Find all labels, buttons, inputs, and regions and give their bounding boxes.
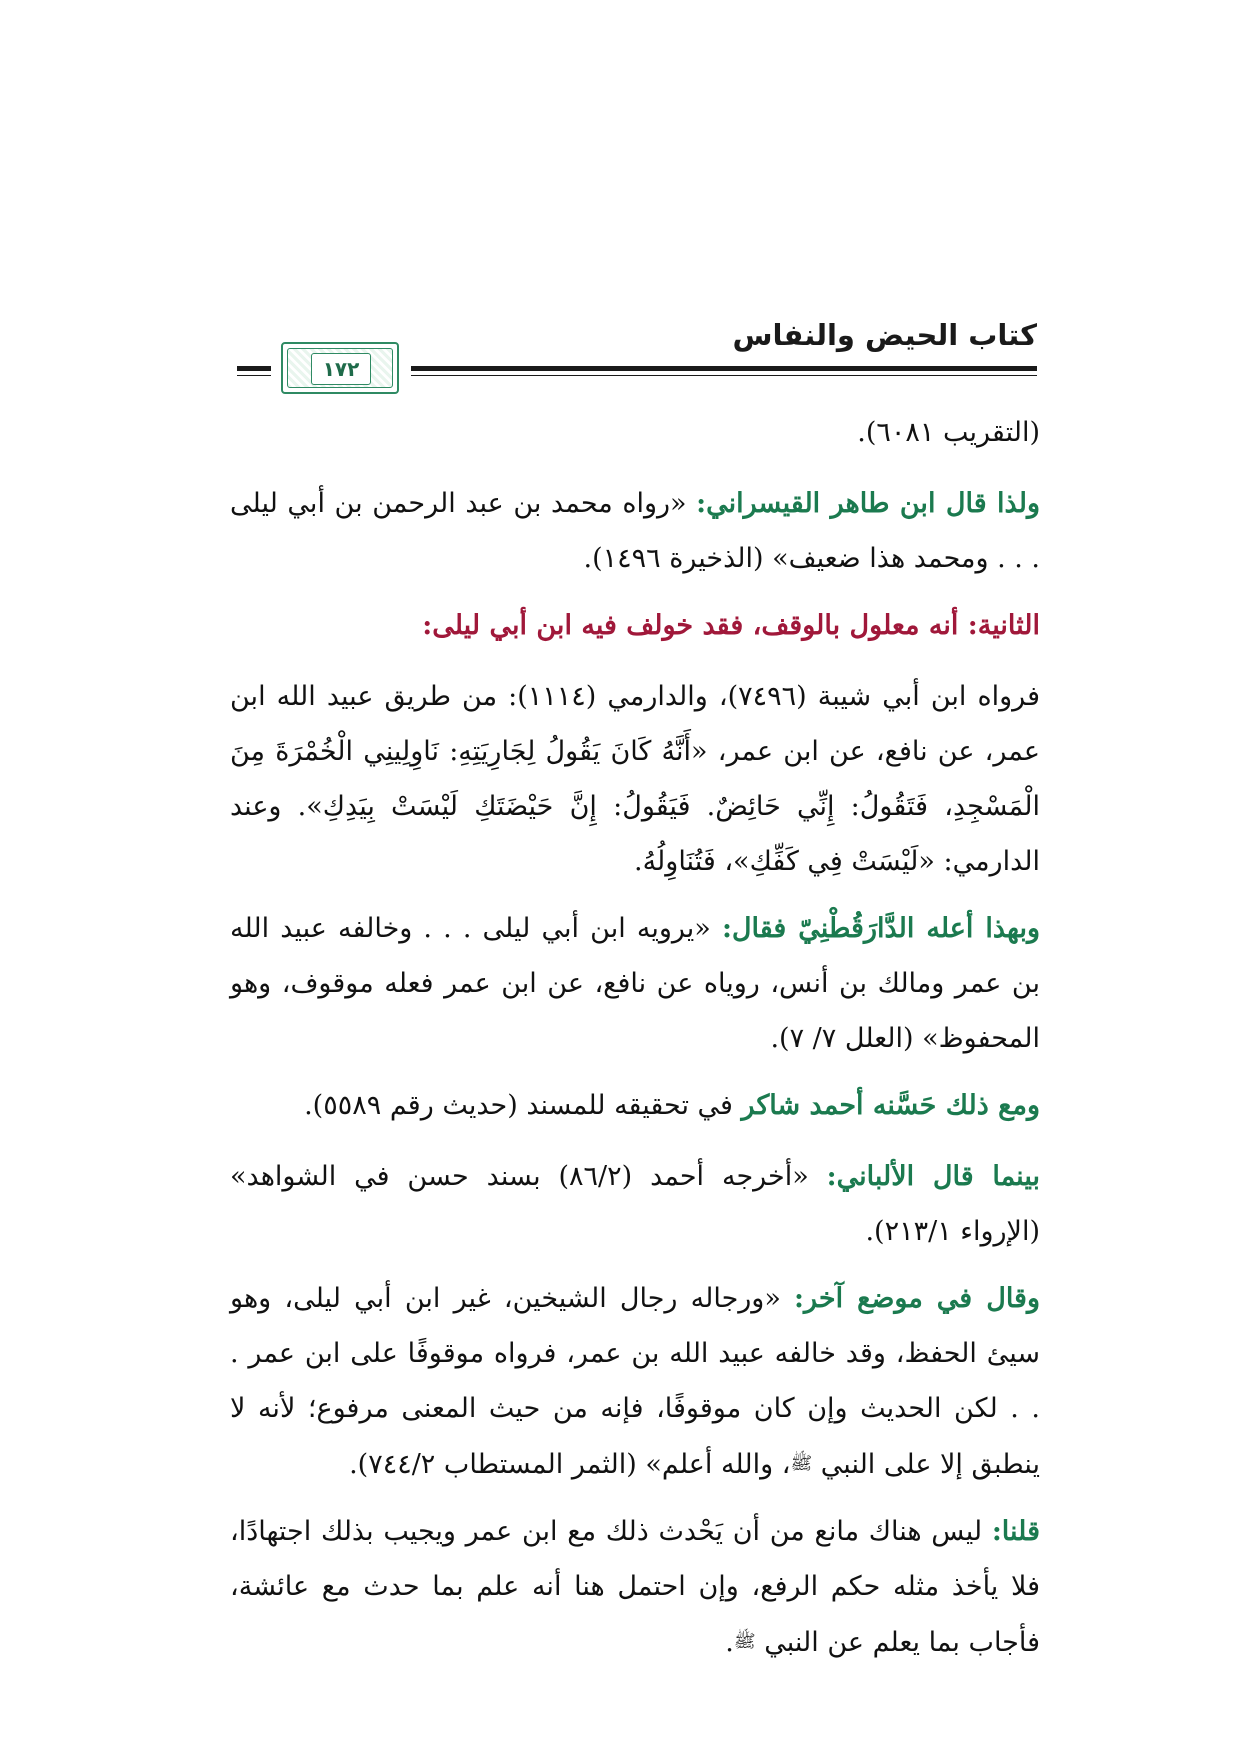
paragraph-text: في تحقيقه للمسند (حديث رقم ٥٥٨٩).	[304, 1090, 742, 1121]
book-title: كتاب الحيض والنفاس	[732, 318, 1037, 352]
heading-text: الثانية: أنه معلول بالوقف، فقد خولف فيه ابن أبي ليلى:	[422, 610, 1040, 641]
paragraph-albani	[230, 1149, 1040, 1259]
header-rule-left-thick	[237, 366, 271, 371]
paragraph-text: ليس هناك مانع من أن يَحْدث ذلك مع ابن عمر ويجيب بذلك اجتهادًا، فلا يأخذ مثله حكم الرفع، وإن احتمل هنا أنه علم بما حدث مع عائشة، فأجاب بما يعلم عن النبي	[230, 1516, 1040, 1658]
page-body	[230, 405, 1040, 1682]
paragraph-lead: بينما قال الألباني:	[826, 1161, 1040, 1192]
page-header	[237, 318, 1037, 398]
paragraph-albani-other	[230, 1271, 1040, 1492]
paragraph-text: (التقريب ٦٠٨١).	[857, 417, 1040, 448]
page-number: ١٧٢	[322, 357, 360, 381]
paragraph-text: «رواه محمد بن عبد الرحمن بن أبي ليلى . . . ومحمد هذا ضعيف» (الذخيرة ١٤٩٦).	[230, 488, 1040, 574]
paragraph-narration	[230, 669, 1040, 889]
paragraph-text: «يرويه ابن أبي ليلى . . . وخالفه عبيد الله بن عمر ومالك بن أنس، روياه عن نافع، عن ابن عمر فعله موقوف، وهو المحفوظ» (العلل ٧/ ٧).	[230, 913, 1040, 1054]
paragraph-text-end: .	[725, 1627, 734, 1658]
paragraph-lead: ومع ذلك حَسَّنه أحمد شاكر	[741, 1090, 1040, 1121]
paragraph-text: «أخرجه أحمد (٨٦/٢) بسند حسن في الشواهد» (الإرواء ٢١٣/١).	[230, 1161, 1040, 1247]
header-rule-thin	[411, 375, 1037, 376]
page-number-box	[311, 353, 371, 385]
paragraph-text-end: ، والله أعلم» (الثمر المستطاب ٧٤٤/٢).	[349, 1449, 791, 1480]
paragraph-conclusion	[230, 1504, 1040, 1670]
section-heading	[230, 598, 1040, 653]
paragraph-lead: وبهذا أعله الدَّارَقُطْنِيّ فقال:	[721, 913, 1040, 944]
paragraph-text: «ورجاله رجال الشيخين، غير ابن أبي ليلى، وهو سيئ الحفظ، وقد خالفه عبيد الله بن عمر، فرواه موقوفًا على ابن عمر . . . لكن الحديث وإن كان موقوفًا، فإنه من حيث المعنى مرفوع؛ لأنه لا ينطبق إلا على النبي	[230, 1283, 1040, 1480]
paragraph-lead: وقال في موضع آخر:	[794, 1283, 1040, 1314]
header-rule-thick	[411, 366, 1037, 371]
paragraph-qaysarani	[230, 476, 1040, 586]
paragraph-shakir	[230, 1078, 1040, 1133]
paragraph-daraqutni	[230, 901, 1040, 1066]
paragraph-text: فرواه ابن أبي شيبة (٧٤٩٦)، والدارمي (١١١٤): من طريق عبيد الله ابن عمر، عن نافع، عن ابن عمر، «أَنَّهُ كَانَ يَقُولُ لِجَارِيَتِهِ: نَاوِلِينِي الْخُمْرَةَ مِنَ الْمَسْجِدِ، فَتَقُولُ: إِنِّي حَائِضٌ. فَيَقُولُ: إِنَّ حَيْضَتَكِ لَيْسَتْ بِيَدِكِ». وعند الدارمي: «لَيْسَتْ فِي كَفِّكِ»، فَتُنَاوِلُهُ.	[230, 681, 1040, 877]
header-rule-left-thin	[237, 375, 271, 376]
page-number-ornament	[281, 342, 399, 394]
paragraph-citation	[230, 405, 1040, 460]
salutation-glyph: ﷺ	[733, 1631, 756, 1652]
paragraph-lead: قلنا:	[991, 1516, 1040, 1547]
paragraph-lead: ولذا قال ابن طاهر القيسراني:	[696, 488, 1040, 519]
salutation-glyph: ﷺ	[790, 1453, 813, 1474]
